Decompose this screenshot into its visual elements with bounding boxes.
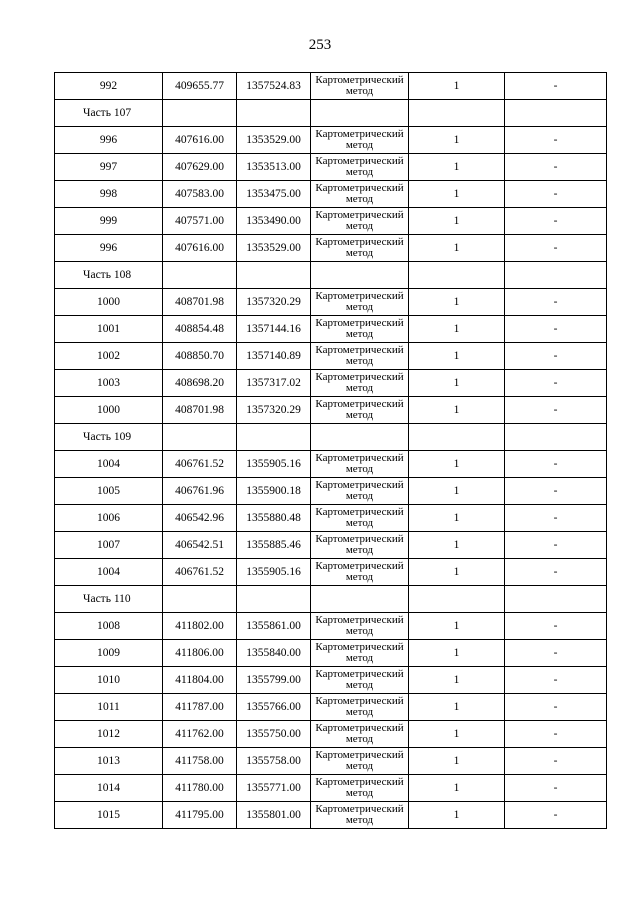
- table-row: [55, 775, 607, 802]
- method-line1: Картометрический: [315, 668, 404, 680]
- note-cell: -: [505, 235, 607, 262]
- coord-y-cell: 1355801.00: [237, 802, 311, 829]
- method-cell: [311, 775, 409, 802]
- coordinates-table: [54, 72, 607, 829]
- note-cell: -: [505, 154, 607, 181]
- coord-y-cell: 1357524.83: [237, 73, 311, 100]
- accuracy-cell: 1: [409, 343, 505, 370]
- empty-cell: [311, 100, 409, 127]
- method-line2: метод: [345, 328, 374, 340]
- coord-x-cell: 407583.00: [163, 181, 237, 208]
- coord-x-cell: 411804.00: [163, 667, 237, 694]
- coord-y-cell: 1353513.00: [237, 154, 311, 181]
- table-row: [55, 316, 607, 343]
- empty-cell: [237, 100, 311, 127]
- coord-x-cell: 408701.98: [163, 289, 237, 316]
- point-number-cell: 1004: [55, 451, 163, 478]
- point-number-cell: 1004: [55, 559, 163, 586]
- point-number-cell: 1013: [55, 748, 163, 775]
- empty-cell: [409, 586, 505, 613]
- method-line2: метод: [345, 193, 374, 205]
- method-line1: Картометрический: [315, 506, 404, 518]
- method-line1: Картометрический: [315, 128, 404, 140]
- method-cell: [311, 127, 409, 154]
- coord-y-cell: 1357140.89: [237, 343, 311, 370]
- method-cell: [311, 721, 409, 748]
- method-cell: [311, 802, 409, 829]
- method-line2: метод: [345, 355, 374, 367]
- method-line1: Картометрический: [315, 155, 404, 167]
- method-line2: метод: [345, 166, 374, 178]
- accuracy-cell: 1: [409, 181, 505, 208]
- method-cell: [311, 532, 409, 559]
- method-line1: Картометрический: [315, 290, 404, 302]
- table-row: [55, 370, 607, 397]
- accuracy-cell: 1: [409, 289, 505, 316]
- accuracy-cell: 1: [409, 235, 505, 262]
- method-line1: Картометрический: [315, 236, 404, 248]
- coord-x-cell: 408701.98: [163, 397, 237, 424]
- coord-y-cell: 1353529.00: [237, 127, 311, 154]
- note-cell: -: [505, 343, 607, 370]
- point-number-cell: 1007: [55, 532, 163, 559]
- method-line1: Картометрический: [315, 317, 404, 329]
- table-row: [55, 343, 607, 370]
- table-row: [55, 613, 607, 640]
- point-number-cell: 1006: [55, 505, 163, 532]
- coord-x-cell: 408850.70: [163, 343, 237, 370]
- empty-cell: [409, 424, 505, 451]
- method-cell: [311, 316, 409, 343]
- coord-x-cell: 411762.00: [163, 721, 237, 748]
- method-line1: Картометрический: [315, 398, 404, 410]
- method-line1: Картометрический: [315, 209, 404, 221]
- method-line2: метод: [345, 463, 374, 475]
- part-header-row: [55, 424, 607, 451]
- method-line2: метод: [345, 652, 374, 664]
- coord-x-cell: 408698.20: [163, 370, 237, 397]
- coord-x-cell: 407616.00: [163, 235, 237, 262]
- table-row: [55, 694, 607, 721]
- table-row: [55, 559, 607, 586]
- method-line2: метод: [345, 301, 374, 313]
- point-number-cell: 1009: [55, 640, 163, 667]
- method-line2: метод: [345, 220, 374, 232]
- table-row: [55, 235, 607, 262]
- empty-cell: [163, 100, 237, 127]
- coord-y-cell: 1353475.00: [237, 181, 311, 208]
- coord-y-cell: 1355900.18: [237, 478, 311, 505]
- method-cell: [311, 451, 409, 478]
- point-number-cell: 1010: [55, 667, 163, 694]
- coord-y-cell: 1355905.16: [237, 559, 311, 586]
- part-header-row: [55, 262, 607, 289]
- part-title: Часть 107: [55, 100, 163, 127]
- method-cell: [311, 694, 409, 721]
- empty-cell: [237, 424, 311, 451]
- accuracy-cell: 1: [409, 505, 505, 532]
- accuracy-cell: 1: [409, 532, 505, 559]
- empty-cell: [311, 586, 409, 613]
- coord-x-cell: 411758.00: [163, 748, 237, 775]
- empty-cell: [505, 424, 607, 451]
- coord-x-cell: 407629.00: [163, 154, 237, 181]
- table-row: [55, 748, 607, 775]
- method-line1: Картометрический: [315, 803, 404, 815]
- method-line2: метод: [345, 787, 374, 799]
- method-line1: Картометрический: [315, 614, 404, 626]
- coord-y-cell: 1355799.00: [237, 667, 311, 694]
- method-cell: [311, 73, 409, 100]
- empty-cell: [237, 262, 311, 289]
- point-number-cell: 996: [55, 127, 163, 154]
- note-cell: -: [505, 370, 607, 397]
- coord-y-cell: 1355905.16: [237, 451, 311, 478]
- method-cell: [311, 343, 409, 370]
- accuracy-cell: 1: [409, 397, 505, 424]
- method-line2: метод: [345, 814, 374, 826]
- point-number-cell: 996: [55, 235, 163, 262]
- table-row: [55, 505, 607, 532]
- note-cell: -: [505, 505, 607, 532]
- method-line2: метод: [345, 679, 374, 691]
- method-line1: Картометрический: [315, 776, 404, 788]
- method-line2: метод: [345, 490, 374, 502]
- part-header-row: [55, 586, 607, 613]
- accuracy-cell: 1: [409, 127, 505, 154]
- method-line2: метод: [345, 409, 374, 421]
- point-number-cell: 1012: [55, 721, 163, 748]
- note-cell: -: [505, 613, 607, 640]
- note-cell: -: [505, 73, 607, 100]
- method-cell: [311, 235, 409, 262]
- point-number-cell: 1002: [55, 343, 163, 370]
- note-cell: -: [505, 694, 607, 721]
- point-number-cell: 1003: [55, 370, 163, 397]
- table-row: [55, 208, 607, 235]
- method-line1: Картометрический: [315, 749, 404, 761]
- note-cell: -: [505, 181, 607, 208]
- empty-cell: [505, 586, 607, 613]
- accuracy-cell: 1: [409, 694, 505, 721]
- method-line2: метод: [345, 139, 374, 151]
- coord-y-cell: 1353490.00: [237, 208, 311, 235]
- coord-y-cell: 1357144.16: [237, 316, 311, 343]
- coord-y-cell: 1355840.00: [237, 640, 311, 667]
- accuracy-cell: 1: [409, 451, 505, 478]
- method-line2: метод: [345, 544, 374, 556]
- method-cell: [311, 640, 409, 667]
- coord-y-cell: 1357317.02: [237, 370, 311, 397]
- coord-x-cell: 407616.00: [163, 127, 237, 154]
- part-title: Часть 109: [55, 424, 163, 451]
- point-number-cell: 992: [55, 73, 163, 100]
- coord-y-cell: 1353529.00: [237, 235, 311, 262]
- note-cell: -: [505, 208, 607, 235]
- note-cell: -: [505, 559, 607, 586]
- note-cell: -: [505, 397, 607, 424]
- coord-y-cell: 1355861.00: [237, 613, 311, 640]
- empty-cell: [409, 262, 505, 289]
- coord-x-cell: 406761.96: [163, 478, 237, 505]
- coord-x-cell: 411780.00: [163, 775, 237, 802]
- accuracy-cell: 1: [409, 613, 505, 640]
- empty-cell: [409, 100, 505, 127]
- part-header-row: [55, 100, 607, 127]
- accuracy-cell: 1: [409, 73, 505, 100]
- table-row: [55, 721, 607, 748]
- coord-y-cell: 1355750.00: [237, 721, 311, 748]
- method-line2: метод: [345, 733, 374, 745]
- note-cell: -: [505, 478, 607, 505]
- method-line1: Картометрический: [315, 560, 404, 572]
- method-cell: [311, 505, 409, 532]
- method-line1: Картометрический: [315, 533, 404, 545]
- method-cell: [311, 478, 409, 505]
- method-cell: [311, 154, 409, 181]
- coord-x-cell: 408854.48: [163, 316, 237, 343]
- note-cell: -: [505, 532, 607, 559]
- accuracy-cell: 1: [409, 478, 505, 505]
- coord-y-cell: 1355758.00: [237, 748, 311, 775]
- method-line2: метод: [345, 760, 374, 772]
- method-line2: метод: [345, 625, 374, 637]
- empty-cell: [163, 262, 237, 289]
- note-cell: -: [505, 316, 607, 343]
- method-cell: [311, 613, 409, 640]
- empty-cell: [311, 424, 409, 451]
- method-cell: [311, 181, 409, 208]
- method-cell: [311, 208, 409, 235]
- coord-x-cell: 406542.51: [163, 532, 237, 559]
- empty-cell: [237, 586, 311, 613]
- coord-x-cell: 406761.52: [163, 559, 237, 586]
- point-number-cell: 1014: [55, 775, 163, 802]
- note-cell: -: [505, 127, 607, 154]
- method-cell: [311, 289, 409, 316]
- note-cell: -: [505, 721, 607, 748]
- coord-y-cell: 1355880.48: [237, 505, 311, 532]
- note-cell: -: [505, 748, 607, 775]
- empty-cell: [311, 262, 409, 289]
- coord-x-cell: 406542.96: [163, 505, 237, 532]
- accuracy-cell: 1: [409, 316, 505, 343]
- method-line2: метод: [345, 706, 374, 718]
- table-row: [55, 802, 607, 829]
- accuracy-cell: 1: [409, 640, 505, 667]
- method-line2: метод: [345, 247, 374, 259]
- accuracy-cell: 1: [409, 667, 505, 694]
- method-line2: метод: [345, 517, 374, 529]
- table-row: [55, 451, 607, 478]
- point-number-cell: 1008: [55, 613, 163, 640]
- part-title: Часть 110: [55, 586, 163, 613]
- part-title: Часть 108: [55, 262, 163, 289]
- note-cell: -: [505, 775, 607, 802]
- method-line1: Картометрический: [315, 74, 404, 86]
- method-line1: Картометрический: [315, 722, 404, 734]
- method-cell: [311, 370, 409, 397]
- method-cell: [311, 559, 409, 586]
- note-cell: -: [505, 802, 607, 829]
- accuracy-cell: 1: [409, 802, 505, 829]
- method-line1: Картометрический: [315, 641, 404, 653]
- point-number-cell: 998: [55, 181, 163, 208]
- table-row: [55, 127, 607, 154]
- coord-x-cell: 409655.77: [163, 73, 237, 100]
- point-number-cell: 1000: [55, 397, 163, 424]
- table-row: [55, 73, 607, 100]
- coord-x-cell: 411802.00: [163, 613, 237, 640]
- coord-x-cell: 411806.00: [163, 640, 237, 667]
- accuracy-cell: 1: [409, 721, 505, 748]
- accuracy-cell: 1: [409, 748, 505, 775]
- coord-x-cell: 407571.00: [163, 208, 237, 235]
- accuracy-cell: 1: [409, 154, 505, 181]
- method-line1: Картометрический: [315, 344, 404, 356]
- coord-y-cell: 1355885.46: [237, 532, 311, 559]
- coordinates-table-body: [55, 73, 607, 829]
- point-number-cell: 1000: [55, 289, 163, 316]
- coord-y-cell: 1355766.00: [237, 694, 311, 721]
- table-row: [55, 289, 607, 316]
- table-row: [55, 640, 607, 667]
- accuracy-cell: 1: [409, 208, 505, 235]
- method-line1: Картометрический: [315, 182, 404, 194]
- point-number-cell: 1001: [55, 316, 163, 343]
- method-line1: Картометрический: [315, 695, 404, 707]
- accuracy-cell: 1: [409, 370, 505, 397]
- method-cell: [311, 748, 409, 775]
- coord-y-cell: 1357320.29: [237, 289, 311, 316]
- coord-x-cell: 406761.52: [163, 451, 237, 478]
- empty-cell: [163, 424, 237, 451]
- accuracy-cell: 1: [409, 559, 505, 586]
- coord-x-cell: 411787.00: [163, 694, 237, 721]
- table-row: [55, 154, 607, 181]
- method-line1: Картометрический: [315, 371, 404, 383]
- empty-cell: [505, 262, 607, 289]
- table-row: [55, 397, 607, 424]
- empty-cell: [163, 586, 237, 613]
- method-line1: Картометрический: [315, 479, 404, 491]
- note-cell: -: [505, 451, 607, 478]
- empty-cell: [505, 100, 607, 127]
- coord-x-cell: 411795.00: [163, 802, 237, 829]
- point-number-cell: 1011: [55, 694, 163, 721]
- point-number-cell: 999: [55, 208, 163, 235]
- coord-y-cell: 1357320.29: [237, 397, 311, 424]
- table-row: [55, 478, 607, 505]
- method-line2: метод: [345, 85, 374, 97]
- method-cell: [311, 667, 409, 694]
- point-number-cell: 997: [55, 154, 163, 181]
- method-line2: метод: [345, 382, 374, 394]
- method-cell: [311, 397, 409, 424]
- method-line2: метод: [345, 571, 374, 583]
- table-row: [55, 532, 607, 559]
- note-cell: -: [505, 289, 607, 316]
- note-cell: -: [505, 667, 607, 694]
- method-line1: Картометрический: [315, 452, 404, 464]
- table-row: [55, 181, 607, 208]
- page-number: 253: [308, 37, 332, 53]
- table-row: [55, 667, 607, 694]
- note-cell: -: [505, 640, 607, 667]
- point-number-cell: 1005: [55, 478, 163, 505]
- accuracy-cell: 1: [409, 775, 505, 802]
- coord-y-cell: 1355771.00: [237, 775, 311, 802]
- point-number-cell: 1015: [55, 802, 163, 829]
